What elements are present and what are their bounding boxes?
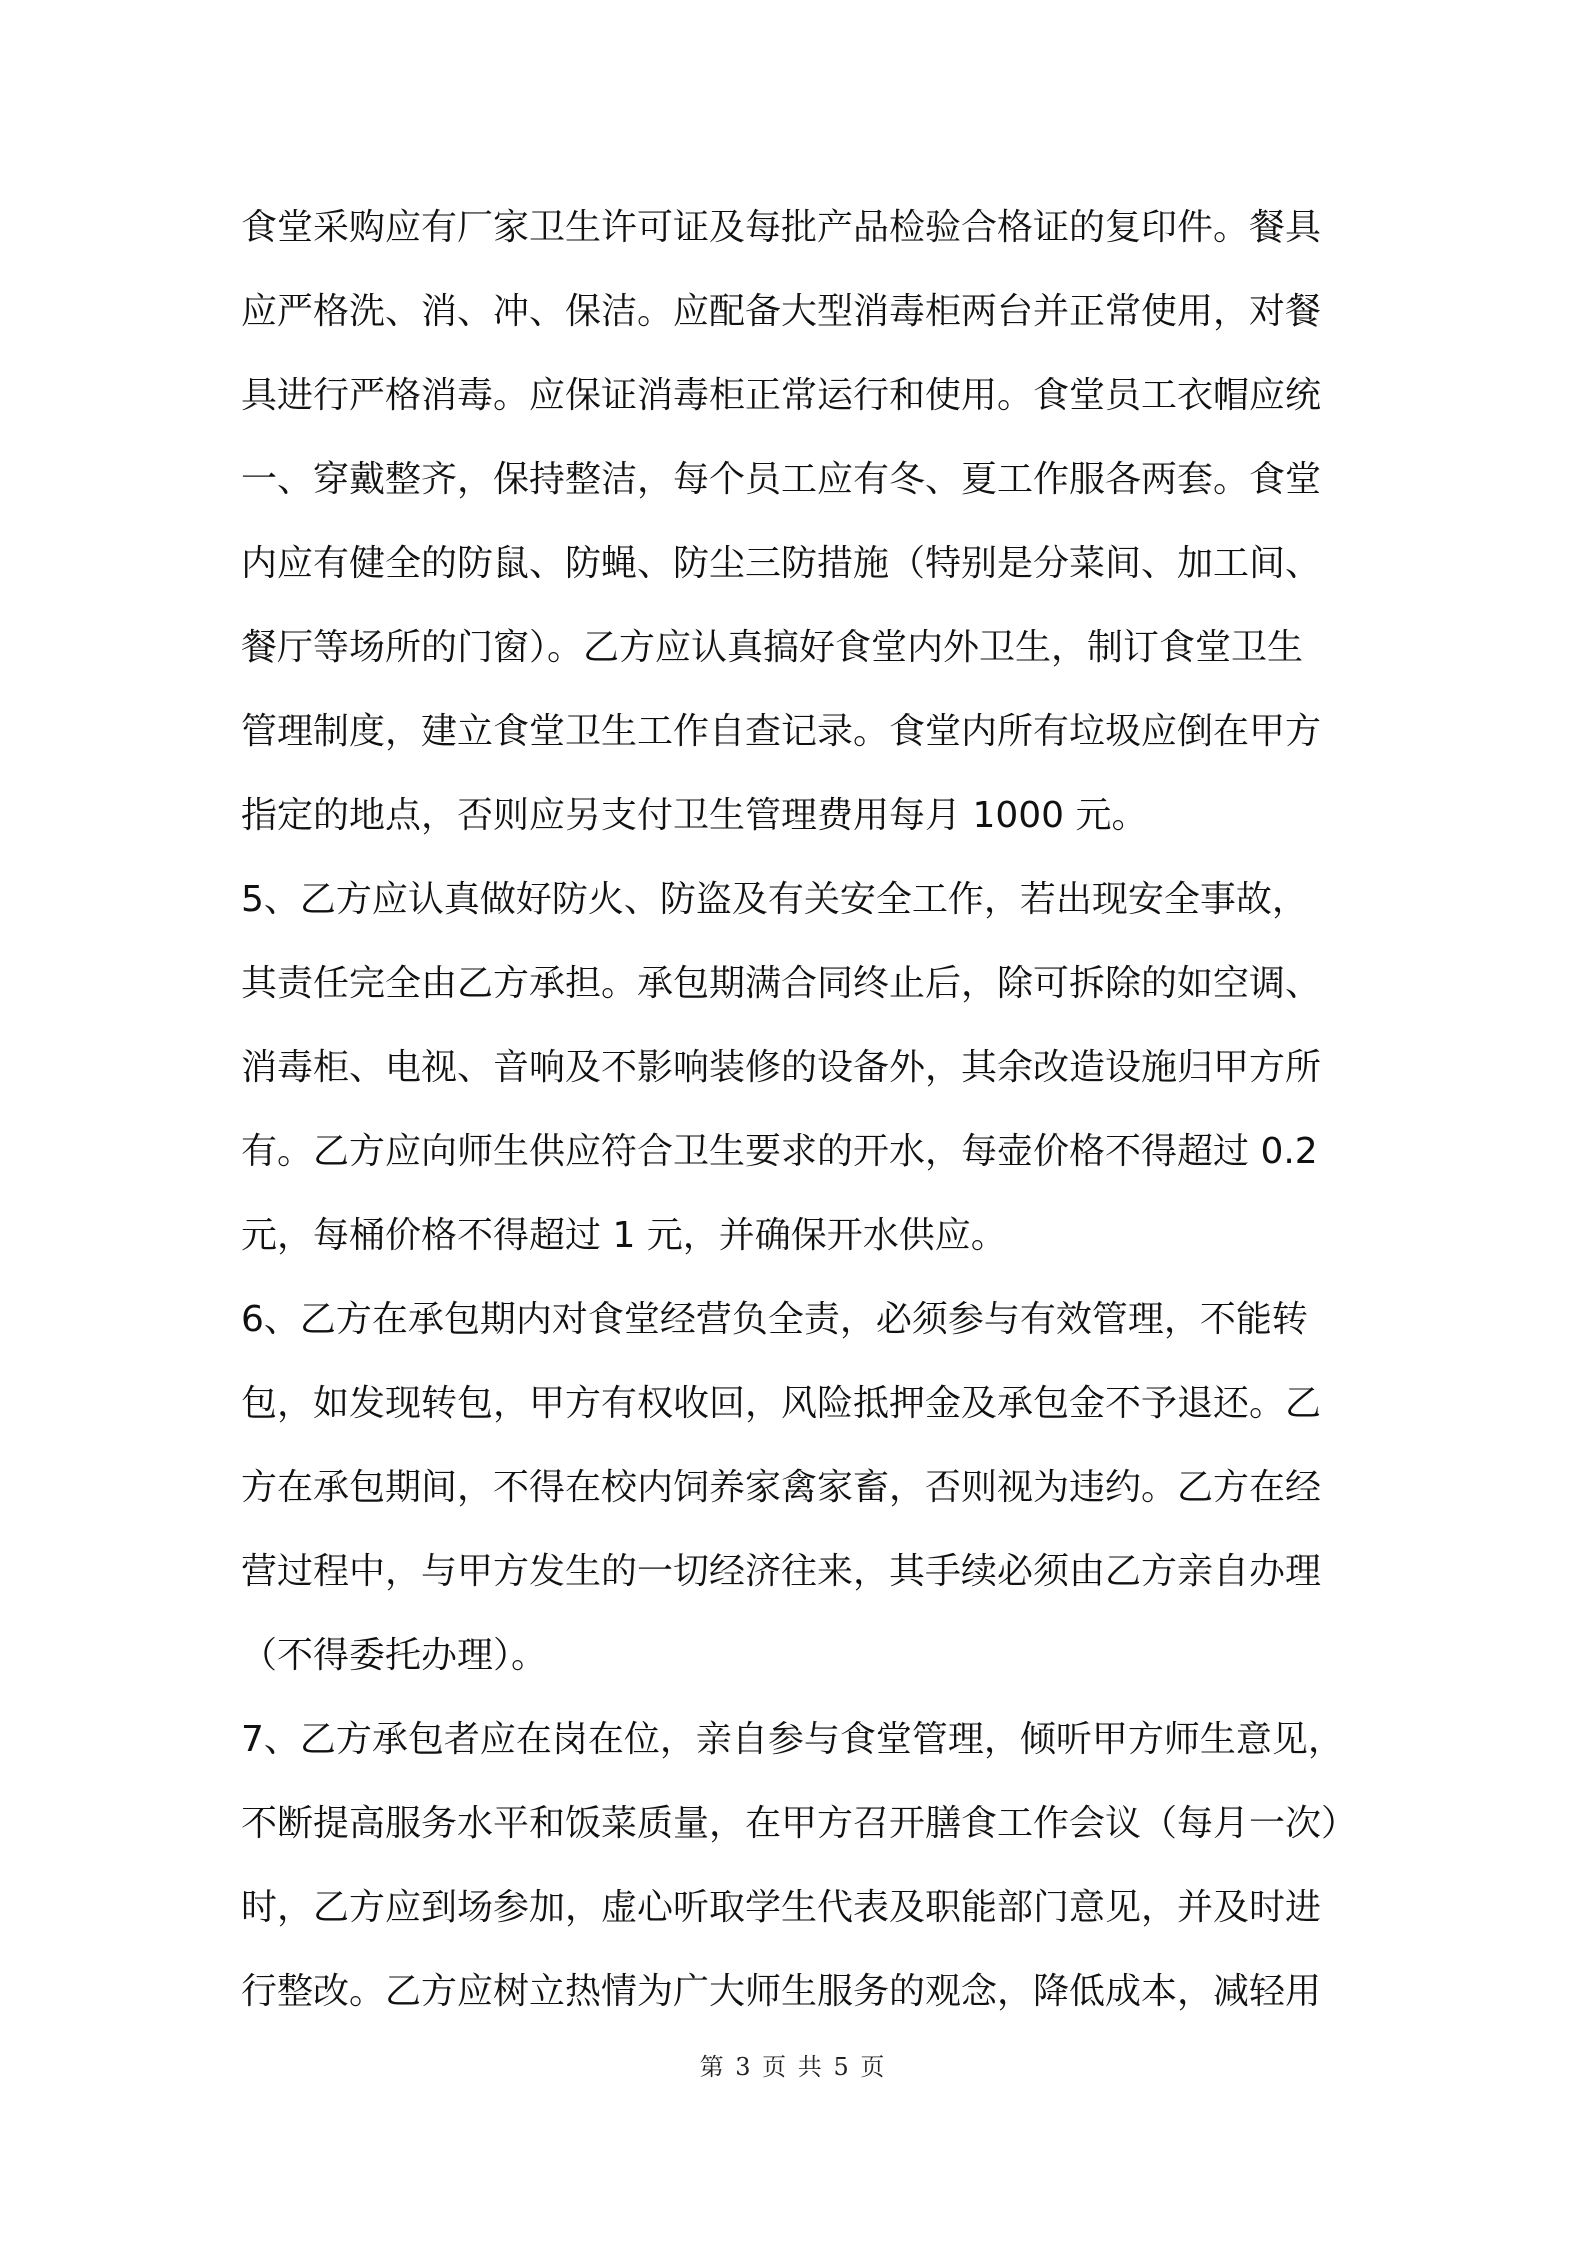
text-line: 营过程中，与甲方发生的一切经济往来，其手续必须由乙方亲自办理 [241, 1551, 1322, 1592]
page-number-footer: 第 3 页 共 5 页 [699, 2053, 887, 2081]
text-line: 食堂采购应有厂家卫生许可证及每批产品检验合格证的复印件。餐具 [241, 207, 1322, 248]
text-line: 元，每桶价格不得超过 1 元，并确保开水供应。 [241, 1215, 1007, 1256]
text-line: 6、乙方在承包期内对食堂经营负全责，必须参与有效管理，不能转 [241, 1299, 1308, 1340]
text-line: 餐厅等场所的门窗）。乙方应认真搞好食堂内外卫生，制订食堂卫生 [241, 627, 1304, 668]
text-line: 消毒柜、电视、音响及不影响装修的设备外，其余改造设施归甲方所 [241, 1047, 1322, 1088]
text-line: 具进行严格消毒。应保证消毒柜正常运行和使用。食堂员工衣帽应统 [241, 375, 1322, 416]
text-line: 不断提高服务水平和饭菜质量，在甲方召开膳食工作会议（每月一次） [241, 1803, 1358, 1844]
text-line: 5、乙方应认真做好防火、防盗及有关安全工作，若出现安全事故， [241, 879, 1308, 920]
text-line: 内应有健全的防鼠、防蝇、防尘三防措施（特别是分菜间、加工间、 [241, 543, 1322, 584]
text-line: 一、穿戴整齐，保持整洁，每个员工应有冬、夏工作服各两套。食堂 [241, 459, 1322, 500]
text-line: 方在承包期间，不得在校内饲养家禽家畜，否则视为违约。乙方在经 [241, 1467, 1322, 1508]
text-line: 管理制度，建立食堂卫生工作自查记录。食堂内所有垃圾应倒在甲方 [241, 711, 1322, 752]
text-line: （不得委托办理）。 [241, 1635, 548, 1676]
text-line: 7、乙方承包者应在岗在位，亲自参与食堂管理，倾听甲方师生意见， [241, 1719, 1344, 1760]
text-line: 时，乙方应到场参加，虚心听取学生代表及职能部门意见，并及时进 [241, 1887, 1322, 1928]
text-line: 行整改。乙方应树立热情为广大师生服务的观念，降低成本，减轻用 [241, 1971, 1322, 2012]
text-line: 包，如发现转包，甲方有权收回，风险抵押金及承包金不予退还。乙 [241, 1383, 1322, 1424]
text-line: 应严格洗、消、冲、保洁。应配备大型消毒柜两台并正常使用，对餐 [241, 291, 1322, 332]
text-line: 有。乙方应向师生供应符合卫生要求的开水，每壶价格不得超过 0.2 [241, 1131, 1318, 1172]
text-line: 指定的地点，否则应另支付卫生管理费用每月 1000 元。 [241, 795, 1148, 836]
text-line: 其责任完全由乙方承担。承包期满合同终止后，除可拆除的如空调、 [241, 963, 1322, 1004]
